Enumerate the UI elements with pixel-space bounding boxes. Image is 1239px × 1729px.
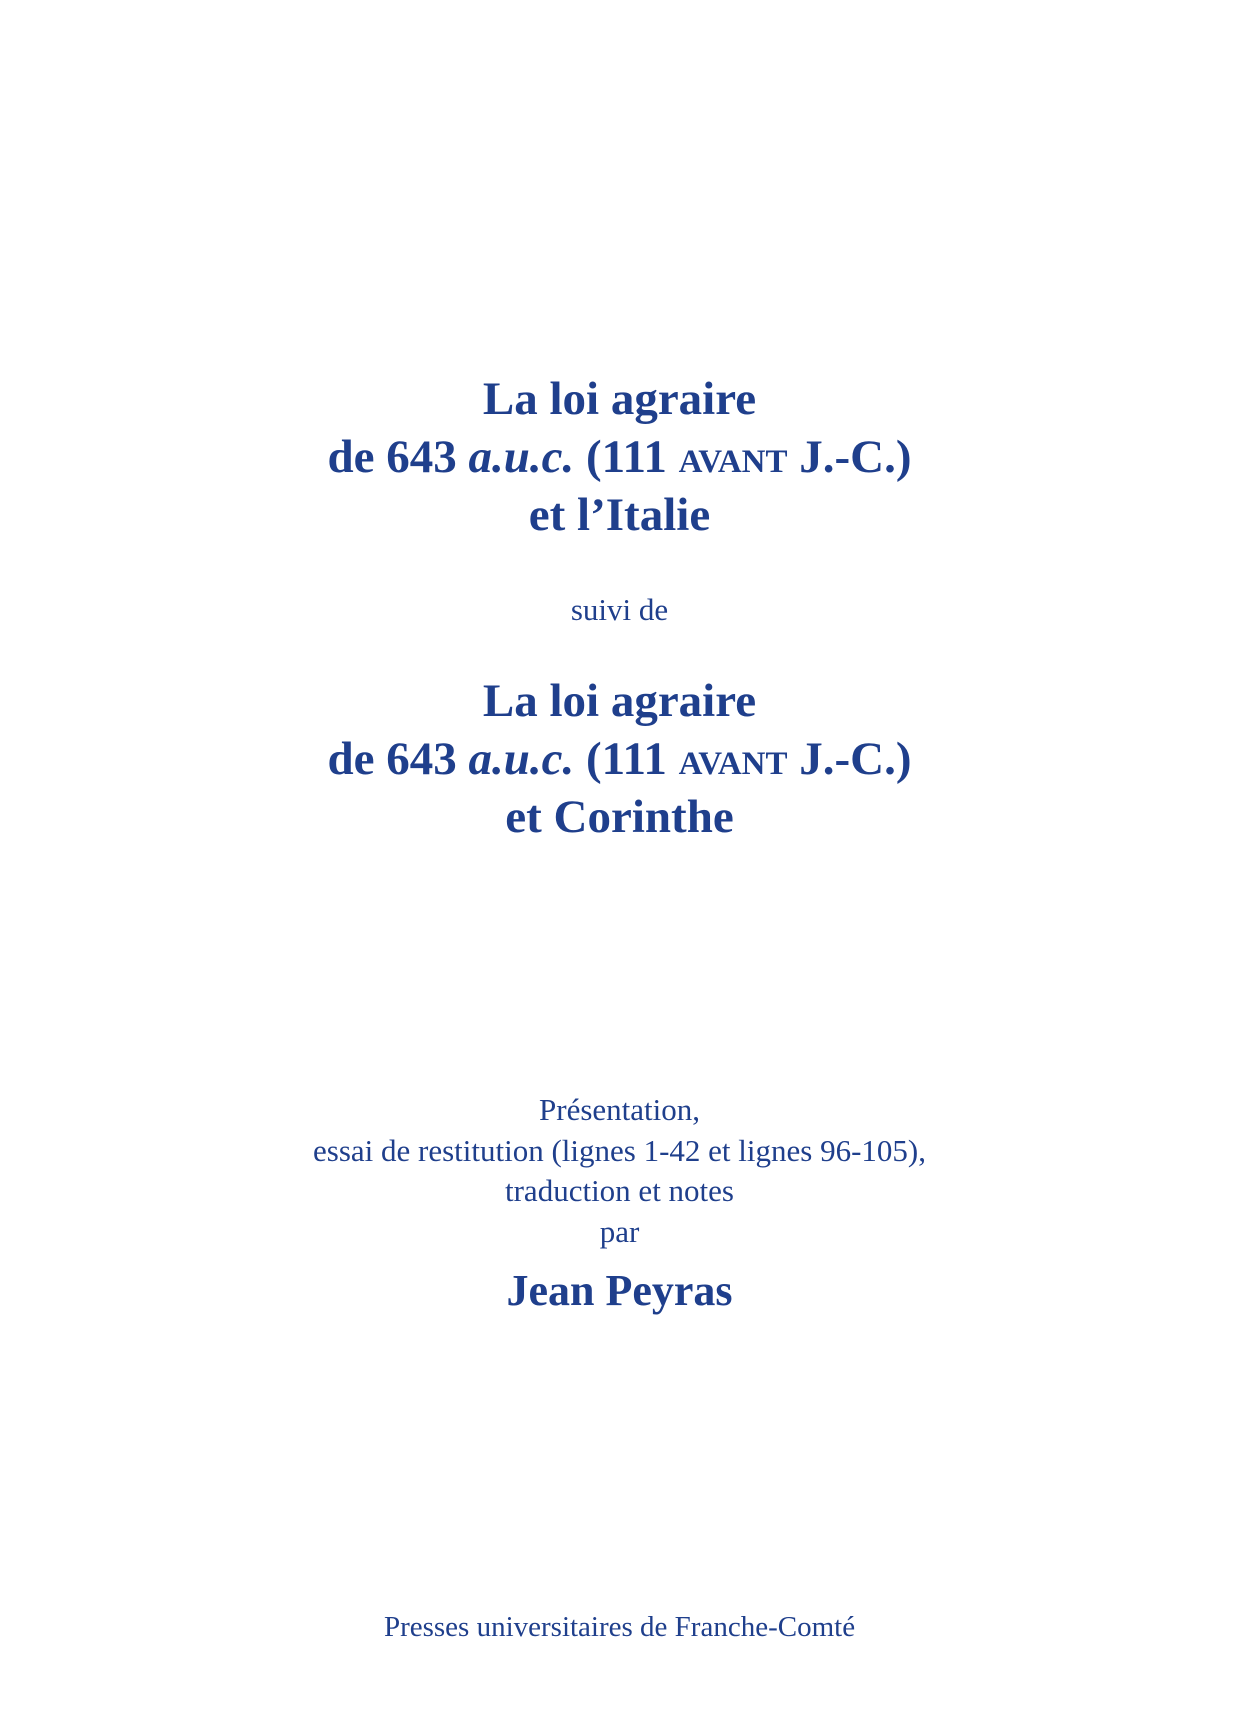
author-name: Jean Peyras: [506, 1266, 733, 1315]
second-title-line-3: et Corinthe: [505, 791, 734, 843]
first-title-line-3: et l’Italie: [528, 489, 711, 541]
publisher-name: Presses universitaires de Franche-Comté: [383, 1611, 856, 1643]
first-title-year: (111 avant J.-C.): [574, 431, 912, 483]
second-title-line-2: [0, 730, 1239, 788]
second-title-year: (111 avant J.-C.): [574, 733, 912, 785]
first-title-line-2: [0, 428, 1239, 486]
second-title-auc: a.u.c.: [468, 733, 575, 785]
credit-line-3: traduction et notes: [505, 1173, 734, 1208]
first-title-auc: a.u.c.: [468, 431, 575, 483]
credit-line-1: Présentation,: [539, 1092, 700, 1127]
credit-line-4: par: [599, 1213, 640, 1249]
first-title-line-1: La loi agraire: [482, 373, 757, 425]
connector-text: suivi de: [570, 592, 669, 627]
first-title-date: de 643: [327, 431, 469, 483]
credit-line-2: essai de restitution (lignes 1-42 et lignes 96-105),: [313, 1132, 926, 1168]
second-title: [0, 672, 1239, 846]
second-title-date: de 643: [327, 733, 469, 785]
first-title: [0, 370, 1239, 544]
credits: [0, 1090, 1239, 1318]
second-title-line-1: La loi agraire: [482, 675, 757, 727]
